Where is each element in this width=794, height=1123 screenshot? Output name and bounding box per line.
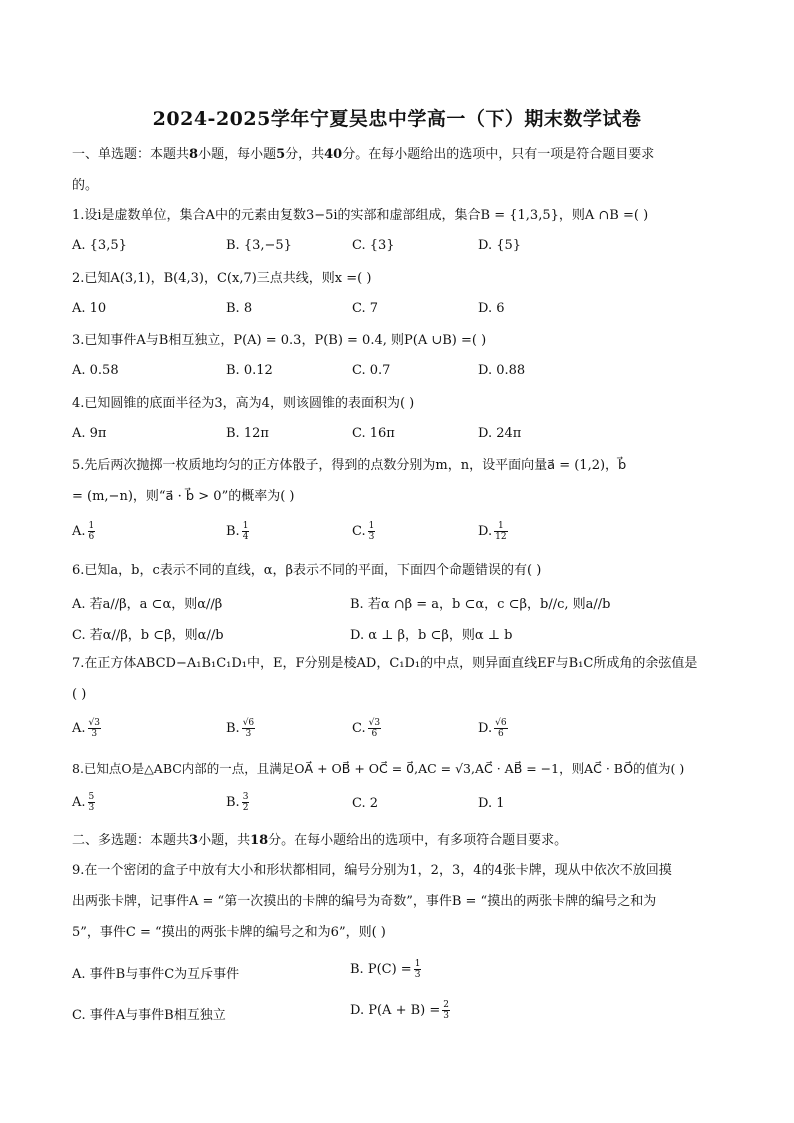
- question-2-option-a: A. 10: [72, 301, 107, 316]
- question-5-option-c: [352, 521, 375, 542]
- question-4-option-a: A. 9π: [72, 426, 107, 441]
- denominator: 4: [242, 532, 249, 542]
- question-1-option-b: B. {3,−5}: [226, 238, 292, 253]
- question-1-stem: 1.设i是虚数单位，集合A中的元素由复数3−5i的实部和虚部组成，集合B = {1,3,5}，则A ∩B =( ): [72, 208, 649, 223]
- option-label: A.: [72, 721, 86, 736]
- numerator: √6: [242, 718, 255, 728]
- question-6-option-b: B. 若α ∩β = a，b ⊂α，c ⊂β，b//c, 则a//b: [350, 597, 611, 612]
- question-8-option-b: [226, 792, 249, 813]
- numerator: 2: [443, 1000, 449, 1010]
- question-6-option-a: A. 若a//β，a ⊂α，则α//β: [72, 597, 223, 612]
- section-2-total: 18: [250, 833, 269, 848]
- numerator: 1: [494, 521, 507, 532]
- option-label: D.: [478, 721, 493, 736]
- numerator: √6: [495, 718, 507, 728]
- question-3-option-a: A. 0.58: [72, 363, 119, 378]
- question-9-option-a: A. 事件B与事件C为互斥事件: [72, 967, 240, 982]
- denominator: 3: [245, 729, 252, 739]
- question-1-option-a: A. {3,5}: [72, 238, 127, 253]
- question-9-option-c: C. 事件A与事件B相互独立: [72, 1008, 226, 1023]
- section-1-mid2: 分，共: [285, 147, 325, 162]
- fraction: [88, 521, 96, 542]
- option-label: D. P(A + B) =: [350, 1003, 441, 1018]
- numerator: 1: [242, 521, 249, 531]
- section-2-header: [72, 832, 722, 850]
- option-label: D.: [478, 524, 493, 539]
- question-9-option-b: [350, 959, 421, 980]
- fraction: [242, 521, 250, 542]
- numerator: 1: [368, 521, 375, 531]
- section-1-count: 8: [189, 147, 199, 162]
- question-7-stem-line-2: ( ): [72, 687, 87, 702]
- fraction: [242, 792, 250, 813]
- denominator: 2: [242, 803, 249, 813]
- question-5-option-a: [72, 521, 95, 542]
- denominator: 3: [443, 1011, 449, 1021]
- exam-title: 2024-2025学年宁夏吴忠中学高一（下）期末数学试卷: [152, 108, 642, 130]
- denominator: 3: [91, 729, 98, 739]
- denominator: 6: [371, 729, 378, 739]
- question-8-stem: 8.已知点O是△ABC内部的一点，且满足OA⃗ + OB⃗ + OC⃗ = 0⃗,AC = √3,AC⃗ · AB⃗ = −1，则AC⃗ · BO⃗的值为( ): [72, 761, 685, 776]
- section-1-prefix: 一、单选题：本题共: [72, 147, 190, 162]
- section-2-count: 3: [189, 833, 199, 848]
- question-2-stem: 2.已知A(3,1)，B(4,3)，C(x,7)三点共线，则x =( ): [72, 271, 372, 286]
- question-7-option-d: [478, 718, 508, 739]
- question-5-stem-line-2: = (m,−n)，则“a⃗ · b⃗ > 0”的概率为( ): [72, 489, 295, 504]
- question-9-stem-line-1: 9.在一个密闭的盒子中放有大小和形状都相同，编号分别为1，2，3，4的4张卡牌，现从中依次不放回摸: [72, 863, 672, 878]
- question-9-stem-line-2: 出两张卡牌，记事件A = “第一次摸出的卡牌的编号为奇数”，事件B = “摸出的两张卡牌的编号之和为: [72, 894, 657, 909]
- numerator: √3: [88, 718, 100, 728]
- section-1-tail: 分。在每小题给出的选项中，只有一项是符合题目要求: [342, 147, 655, 162]
- question-3-option-c: C. 0.7: [352, 363, 391, 378]
- question-2-option-c: C. 7: [352, 301, 379, 316]
- denominator: 6: [497, 729, 504, 739]
- numerator: 5: [88, 792, 95, 802]
- section-1-score-each: 5: [276, 147, 286, 162]
- section-1-header: [72, 146, 722, 164]
- fraction: [414, 959, 422, 980]
- section-2-prefix: 二、多选题：本题共: [72, 833, 190, 848]
- option-label: C.: [352, 524, 366, 539]
- section-1-mid1: 小题，每小题: [198, 147, 277, 162]
- question-3-stem: 3.已知事件A与B相互独立，P(A) = 0.3，P(B) = 0.4, 则P(A ∪B) =( ): [72, 333, 487, 348]
- option-label: B.: [226, 524, 240, 539]
- fraction: [242, 718, 255, 739]
- section-1-header-cont: 的。: [72, 178, 99, 193]
- question-5-option-b: [226, 521, 249, 542]
- fraction: [442, 1000, 450, 1021]
- option-label: B.: [226, 795, 240, 810]
- question-2-option-b: B. 8: [226, 301, 253, 316]
- question-3-option-b: B. 0.12: [226, 363, 273, 378]
- question-4-option-c: C. 16π: [352, 426, 395, 441]
- question-6-option-d: D. α ⊥ β，b ⊂β，则α ⊥ b: [350, 628, 513, 643]
- section-2-mid: 小题，共: [198, 833, 251, 848]
- question-7-option-a: [72, 718, 101, 739]
- option-label: A.: [72, 524, 86, 539]
- question-5-option-d: [478, 521, 508, 542]
- question-7-stem-line-1: 7.在正方体ABCD−A₁B₁C₁D₁中，E，F分别是棱AD，C₁D₁的中点，则异面直线EF与B₁C所成角的余弦值是: [72, 656, 698, 671]
- numerator: 1: [88, 521, 95, 531]
- question-3-option-d: D. 0.88: [478, 363, 526, 378]
- option-label: B. P(C) =: [350, 962, 412, 977]
- question-4-option-b: B. 12π: [226, 426, 269, 441]
- denominator: 6: [88, 532, 95, 542]
- fraction: [368, 521, 376, 542]
- question-7-option-b: [226, 718, 255, 739]
- section-1-total: 40: [324, 147, 343, 162]
- question-9-option-d: [350, 1000, 450, 1021]
- fraction: [368, 718, 381, 739]
- question-9-stem-line-3: 5”，事件C = “摸出的两张卡牌的编号之和为6”，则( ): [72, 925, 386, 940]
- fraction: [494, 718, 507, 739]
- fraction: [88, 718, 101, 739]
- question-4-option-d: D. 24π: [478, 426, 522, 441]
- question-4-stem: 4.已知圆锥的底面半径为3，高为4，则该圆锥的表面积为( ): [72, 396, 415, 411]
- question-7-option-c: [352, 718, 381, 739]
- numerator: √3: [368, 718, 381, 728]
- denominator: 3: [88, 803, 95, 813]
- question-8-option-a: [72, 792, 95, 813]
- option-label: A.: [72, 795, 86, 810]
- option-label: B.: [226, 721, 240, 736]
- question-6-option-c: C. 若α//β，b ⊂β，则α//b: [72, 628, 224, 643]
- option-label: C.: [352, 721, 366, 736]
- denominator: 12: [495, 532, 507, 542]
- question-8-option-d: D. 1: [478, 796, 505, 811]
- numerator: 3: [242, 792, 249, 802]
- numerator: 1: [414, 959, 421, 969]
- question-8-option-c: C. 2: [352, 796, 379, 811]
- question-2-option-d: D. 6: [478, 301, 505, 316]
- denominator: 3: [368, 532, 375, 542]
- question-1-option-c: C. {3}: [352, 238, 395, 253]
- denominator: 3: [414, 970, 421, 980]
- question-1-option-d: D. {5}: [478, 238, 522, 253]
- fraction: [88, 792, 96, 813]
- fraction: [494, 521, 507, 542]
- question-6-stem: 6.已知a，b，c表示不同的直线，α，β表示不同的平面，下面四个命题错误的有( ): [72, 563, 542, 578]
- question-5-stem-line-1: 5.先后两次抛掷一枚质地均匀的正方体骰子，得到的点数分别为m，n，设平面向量a⃗ = (1,2)，b⃗: [72, 458, 627, 473]
- section-2-tail: 分。在每小题给出的选项中，有多项符合题目要求。: [268, 833, 568, 848]
